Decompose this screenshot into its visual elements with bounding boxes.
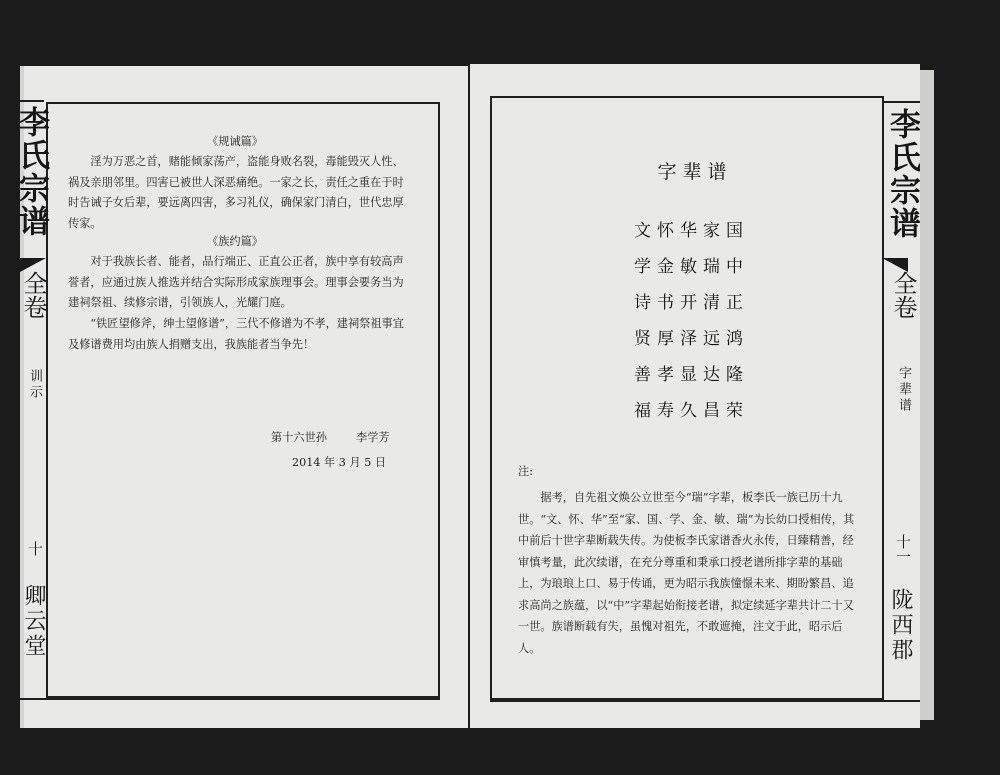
chapter1-title: 《规诫篇》	[207, 135, 263, 148]
poem-line: 善孝显达隆	[634, 365, 749, 385]
poem-line: 贤厚泽远鸿	[634, 329, 749, 349]
poem-line: 诗书开清正	[634, 293, 749, 313]
right-hall-name: 陇西郡	[888, 588, 913, 663]
left-hall-name: 卿云堂	[21, 584, 46, 659]
signature-name: 李学芳	[356, 431, 390, 444]
right-page-number: 十一	[894, 534, 912, 564]
right-page	[470, 64, 920, 728]
spine-wedge	[20, 258, 46, 272]
left-page-number: 十	[26, 541, 44, 556]
left-section-label: 训示	[27, 369, 42, 401]
note-label: 注:	[518, 465, 533, 478]
right-volume-label: 全卷	[889, 271, 917, 319]
spine-wedge	[882, 258, 908, 272]
left-bottom-rule	[20, 698, 440, 700]
page-edges-stack	[920, 70, 934, 720]
right-section-label: 字辈谱	[896, 366, 911, 414]
chapter2-paragraph1: 对于我族长者、能者，品行端正、正直公正者，族中享有较高声誉者，应通过族人推选并结合实际形成家族理事会。理事会要务当为建祠祭祖、续修宗谱，引领族人，光耀门庭。	[68, 255, 404, 309]
poem-line: 文怀华家国	[634, 221, 749, 241]
left-spine-title: 李氏宗谱	[13, 106, 49, 238]
right-bottom-rule	[490, 700, 920, 702]
poem-line: 福寿久昌荣	[634, 401, 749, 421]
signature-generation: 第十六世孙	[271, 431, 327, 444]
left-page	[13, 66, 468, 728]
left-top-rule	[20, 100, 44, 102]
note-text: 据考，自先祖文焕公立世至今“瑞”字辈，板李氏一族已历十九世。“文、怀、华”至“家、国、学、金、敏、瑞”为长幼口授相传，其中前后十世字辈断载失传。为使板李氏家谱香火永传，日臻精善，经审慎考量，此次续谱，在充分尊重和秉承口授老谱所排字辈的基础上，为琅琅上口、易于传诵，更为昭示我族憧憬未来、期盼繁昌、追求高尚之族蕴，以“中”字辈起始衔接老谱，拟定续延字辈共计二十又一世。族谱断载有失，虽愧对祖先，不敢遮掩，注文于此，昭示后人。	[518, 491, 855, 655]
signature-date: 2014 年 3 月 5 日	[292, 456, 387, 469]
right-spine-title: 李氏宗谱	[884, 108, 920, 240]
chapter2-paragraph2: “铁匠望修斧，绅士望修谱”，三代不修谱为不孝，建祠祭祖事宜及修谱费用均由族人捐赠支出，我族能者当争先！	[68, 317, 404, 351]
generation-poem	[634, 213, 749, 429]
right-page-title: 字辈谱	[657, 161, 733, 183]
chapter1-text: 淫为万恶之首，赌能倾家荡产，盗能身败名裂，毒能毁灭人性、祸及亲朋邻里。四害已被世人深恶痛绝。一家之长，责任之重在于时时告诫子女后辈，要远离四害，多习礼仪，确保家门清白，世代忠厚传家。	[68, 155, 404, 230]
chapter2-title: 《族约篇》	[207, 235, 263, 248]
left-volume-label: 全卷	[19, 271, 47, 319]
right-top-rule	[882, 101, 920, 103]
poem-line: 学金敏瑞中	[634, 257, 749, 277]
